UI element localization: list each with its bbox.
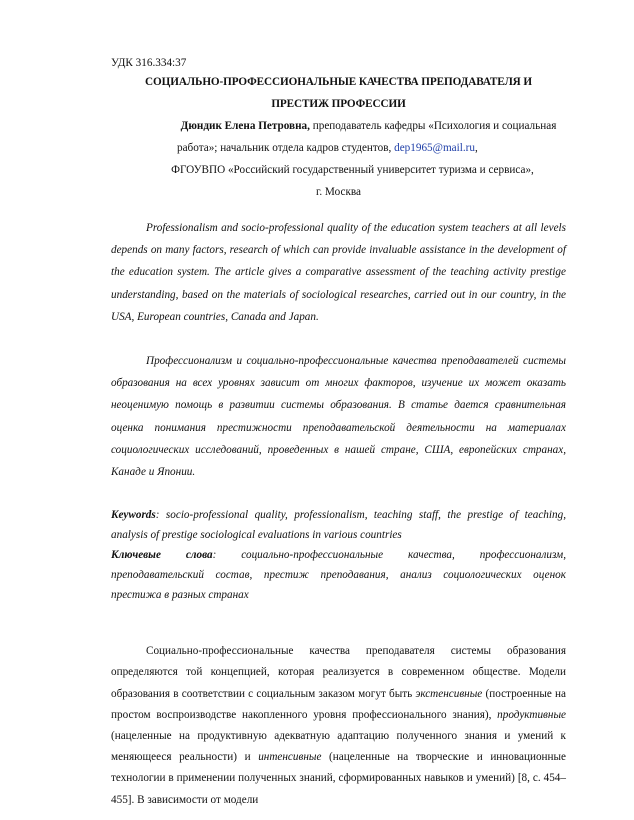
body-emphasis-productive: продуктивные [497, 708, 566, 721]
author-email-link[interactable]: dep1965@mail.ru [394, 142, 475, 154]
body-sentence-2: (построенные на простом воспроизводстве накопленного уровня профессионального знания), [111, 687, 566, 721]
title-line-2: ПРЕСТИЖ ПРОФЕССИИ [271, 98, 406, 110]
author-line-1 [111, 115, 566, 137]
abstract-english: Professionalism and socio-professional quality of the education system teachers at all levels depends on many factors, research of which can provide invaluable assistance in the development of the education system. The article gives a comparative assessment of the teaching activity prestige understanding, based on the materials of sociological researches, carried out in our country, in the USA, European countries, Canada and Japan. [111, 222, 566, 323]
keywords-russian-label: Ключевые слова [111, 549, 213, 562]
body-sentence-3: (нацеленные на продуктивную адекватную адаптацию полученного знания и умений к меняющееся реальности) и [111, 730, 566, 764]
author-line-2 [111, 137, 566, 159]
keywords-russian [111, 545, 566, 605]
author-organization: ФГОУВПО «Российский государственный университет туризма и сервиса», [171, 164, 534, 176]
body-sentence-4: (нацеленные на творческие и инновационные технологии в применении полученных знаний, сформированных навыков и умений) [8, с. 454–455]. В зависимости от модели [111, 751, 566, 806]
keywords-english-text: : socio-professional quality, professionalism, teaching staff, the prestige of teaching, analysis of prestige sociological evaluations in various countries [111, 509, 566, 542]
article-title [111, 71, 566, 115]
body-paragraph [111, 641, 566, 811]
keywords-english-label: Keywords [111, 509, 156, 522]
body-emphasis-intensive: интенсивные [258, 751, 322, 764]
title-line-1: СОЦИАЛЬНО-ПРОФЕССИОНАЛЬНЫЕ КАЧЕСТВА ПРЕПОДАВАТЕЛЯ И [145, 76, 532, 88]
body-sentence-1: Социально-профессиональные качества преподавателя системы образования определяются той концепцией, которая реализуется в современном обществе. Модели образования в соответствии с социальным заказом могут быть [111, 645, 566, 700]
body-emphasis-extensive: экстенсивные [415, 687, 483, 700]
keywords-english [111, 505, 566, 545]
udk-code: УДК 316.334:37 [111, 57, 187, 69]
author-city: г. Москва [316, 186, 361, 198]
author-position-1: преподаватель кафедры «Психология и социальная [309, 120, 557, 132]
author-position-2: работа»; начальник отдела кадров студентов, [177, 142, 395, 154]
author-email-suffix: , [474, 142, 478, 154]
author-block [111, 115, 566, 203]
author-name: Дюндик Елена Петровна, [180, 120, 310, 132]
keywords-russian-text: : социально-профессиональные качества, профессионализм, преподавательский состав, престиж преподавания, анализ социологических оценок престижа в разных странах [111, 549, 566, 602]
abstract-russian: Профессионализм и социально-профессиональные качества преподавателей системы образования на всех уровнях зависит от многих факторов, изучение их может оказать неоценимую помощь в развитии системы образования. В статье дается сравнительная оценка понимания престижности преподавательской деятельности на материалах социологических исследований, проведенных в нашей стране, США, европейских странах, Канаде и Японии. [111, 355, 566, 479]
